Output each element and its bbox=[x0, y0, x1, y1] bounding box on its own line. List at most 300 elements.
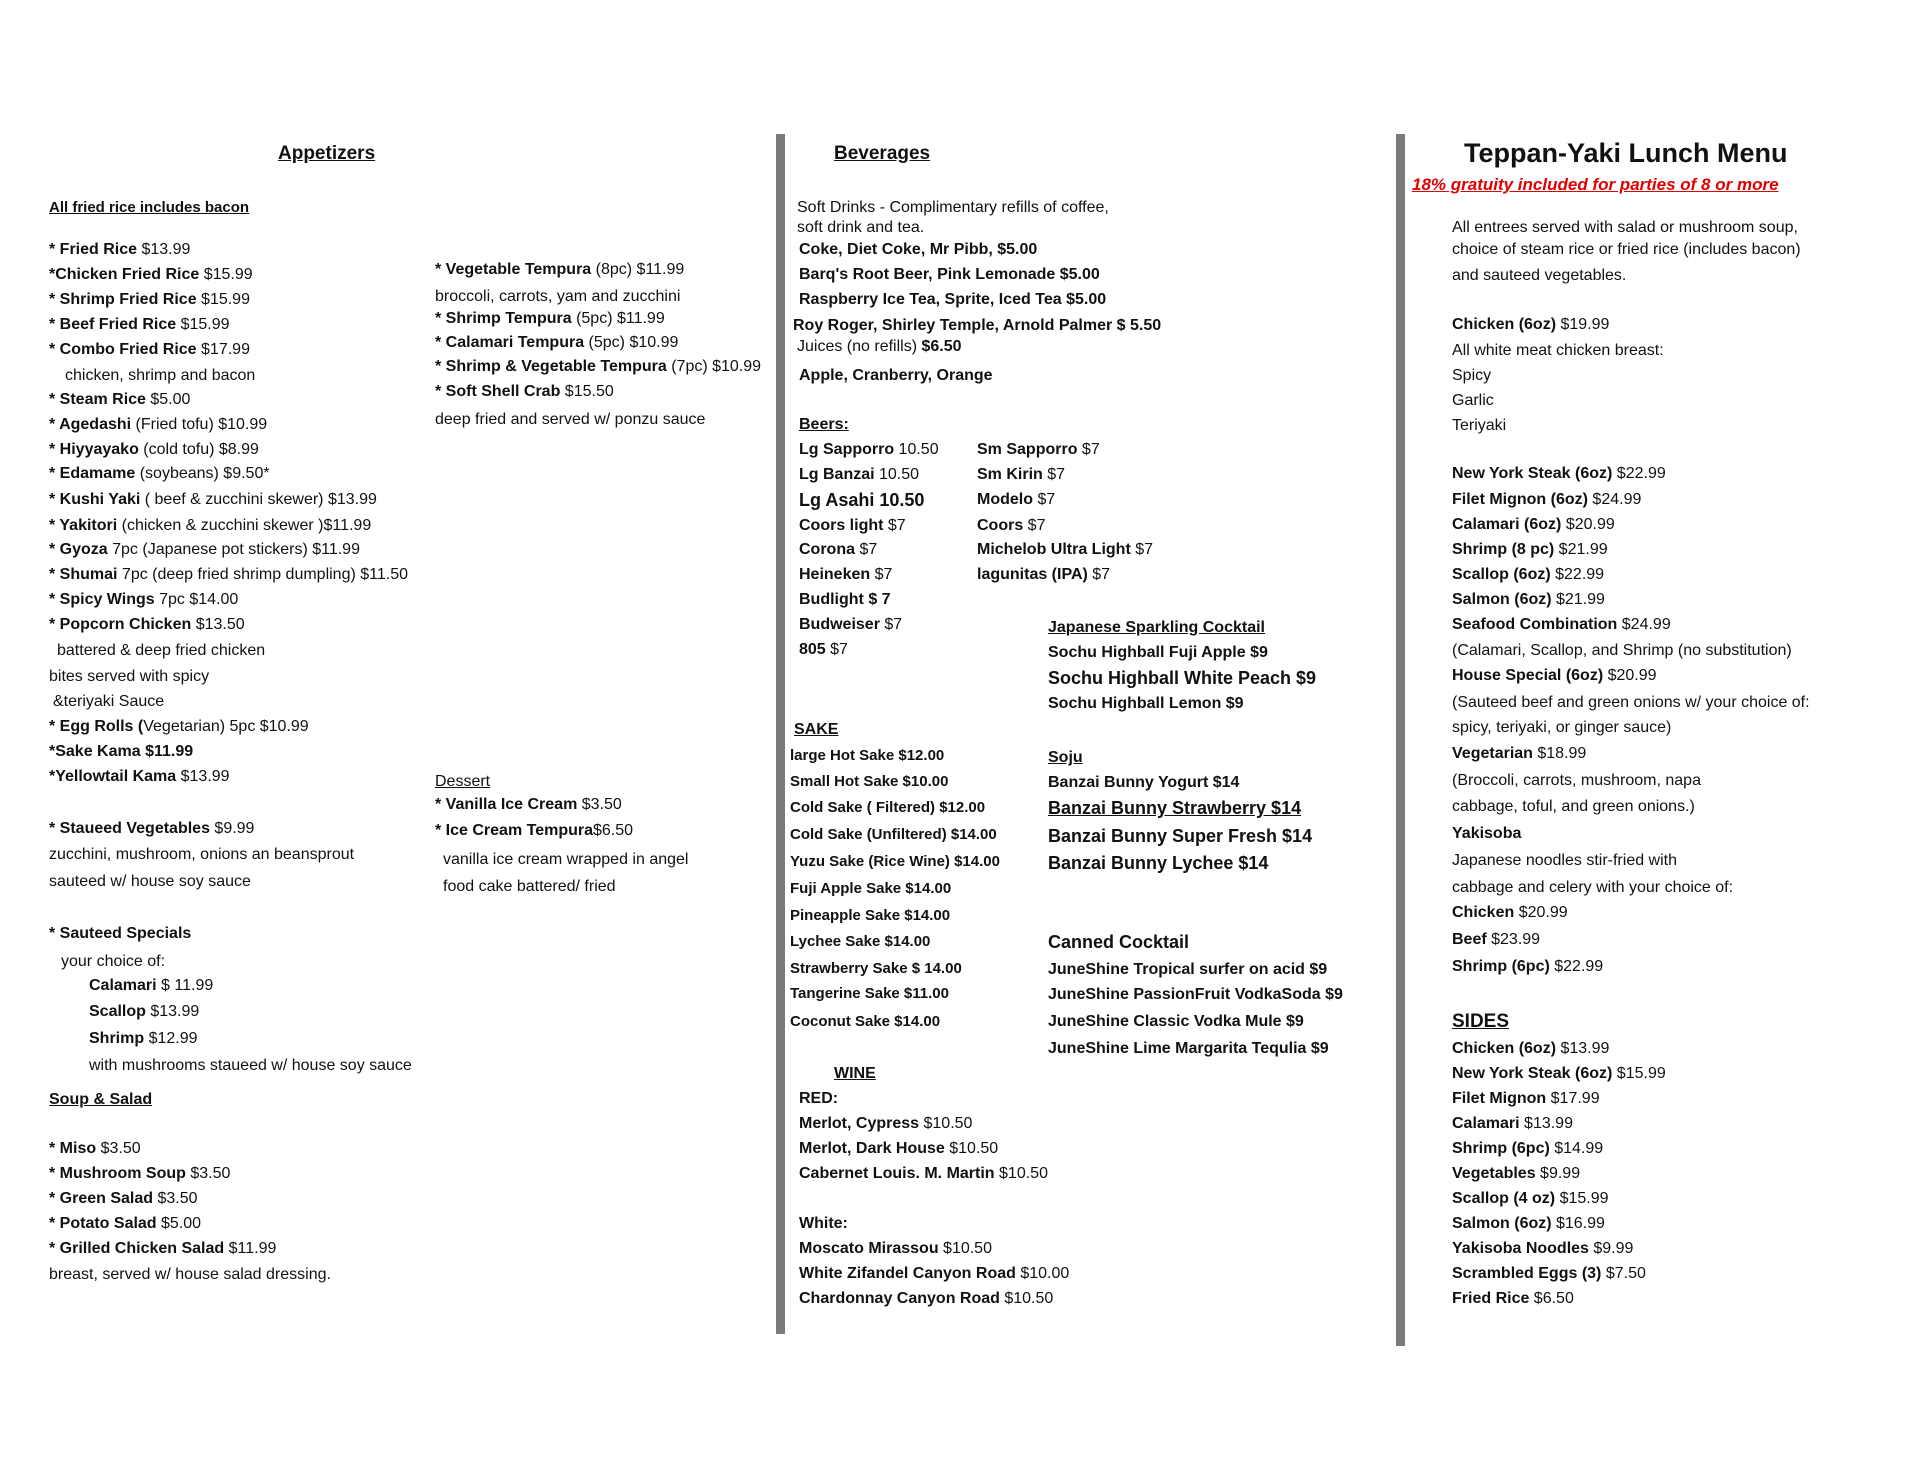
item-name: *Sake Kama $11.99 bbox=[49, 743, 194, 760]
item-detail: $13.99 bbox=[1519, 1115, 1573, 1132]
beer-item bbox=[799, 590, 891, 610]
item-name: Moscato Mirassou bbox=[799, 1240, 939, 1257]
entree-item bbox=[1452, 693, 1810, 713]
item-name: * Fried Rice bbox=[49, 241, 138, 258]
item-name: * Miso bbox=[49, 1140, 97, 1157]
appetizer-item bbox=[49, 742, 193, 762]
item-name: Shrimp (6pc) bbox=[1452, 1140, 1550, 1157]
soup-item bbox=[49, 1139, 141, 1159]
sparkling-item bbox=[1048, 694, 1244, 714]
item-detail: All entrees served with salad or mushroom soup, bbox=[1452, 219, 1798, 236]
item-detail: (Calamari, Scallop, and Shrimp (no substitution) bbox=[1452, 642, 1792, 659]
item-name: Scallop (4 oz) bbox=[1452, 1190, 1556, 1207]
item-name: lagunitas (IPA) bbox=[977, 566, 1088, 583]
entree-item bbox=[1452, 240, 1801, 260]
item-detail: (Broccoli, carrots, mushroom, napa bbox=[1452, 772, 1701, 789]
entree-item bbox=[1452, 540, 1608, 560]
item-name: Filet Mignon bbox=[1452, 1090, 1547, 1107]
side-item bbox=[1452, 1114, 1573, 1134]
item-detail: $17.99 bbox=[1546, 1090, 1600, 1107]
item-detail: $21.99 bbox=[1554, 541, 1608, 558]
side-item bbox=[1452, 1214, 1605, 1234]
item-detail: (Fried tofu) $10.99 bbox=[131, 416, 268, 433]
item-detail: $12.99 bbox=[144, 1030, 198, 1047]
item-detail: chicken, shrimp and bacon bbox=[65, 367, 256, 384]
item-detail: $22.99 bbox=[1612, 465, 1666, 482]
item-detail: $7 bbox=[870, 566, 893, 583]
soju-item bbox=[1048, 853, 1268, 873]
item-detail: $7 bbox=[1023, 517, 1046, 534]
item-name: 805 bbox=[799, 641, 826, 658]
soft-drink-item bbox=[799, 240, 1037, 260]
appetizer-item bbox=[49, 516, 371, 536]
item-detail: $13.99 bbox=[1556, 1040, 1610, 1057]
item-detail: $7 bbox=[1033, 491, 1056, 508]
item-detail: (Sauteed beef and green onions w/ your choice of: bbox=[1452, 694, 1810, 711]
item-detail: broccoli, carrots, yam and zucchini bbox=[435, 288, 681, 305]
item-name: * Beef Fried Rice bbox=[49, 316, 177, 333]
appetizer-item bbox=[49, 240, 190, 260]
appetizer-item bbox=[89, 1002, 199, 1022]
item-text: large Hot Sake $12.00 bbox=[790, 747, 945, 764]
wine-heading: WINE bbox=[834, 1065, 876, 1082]
item-name: * Gyoza bbox=[49, 541, 108, 558]
item-name: Budweiser bbox=[799, 616, 880, 633]
item-detail: zucchini, mushroom, onions an beansprout bbox=[49, 846, 355, 863]
item-detail: Teriyaki bbox=[1452, 417, 1507, 434]
item-text: Cold Sake (Unfiltered) $14.00 bbox=[790, 826, 997, 843]
item-name: Apple, Cranberry, Orange bbox=[799, 367, 993, 384]
item-name: * Edamame bbox=[49, 465, 136, 482]
item-name: Salmon (6oz) bbox=[1452, 591, 1552, 608]
item-detail: Juices (no refills) bbox=[797, 338, 922, 355]
sparkling-heading: Japanese Sparkling Cocktail bbox=[1048, 619, 1265, 636]
item-detail: $17.99 bbox=[196, 341, 250, 358]
item-detail: $13.99 bbox=[176, 768, 230, 785]
item-detail: $14.99 bbox=[1549, 1140, 1604, 1157]
item-detail: $7 bbox=[1077, 441, 1100, 458]
appetizer-item bbox=[49, 590, 238, 610]
item-detail: (8pc) $11.99 bbox=[591, 261, 685, 278]
side-item bbox=[1452, 1139, 1603, 1159]
item-name: * Sauteed Specials bbox=[49, 925, 192, 942]
item-name: Vegetarian bbox=[1452, 745, 1533, 762]
item-detail: $9.99 bbox=[1588, 1240, 1634, 1257]
entree-item bbox=[1452, 416, 1506, 436]
item-detail: $20.99 bbox=[1514, 904, 1568, 921]
soup-item bbox=[49, 1214, 201, 1234]
appetizer-item bbox=[49, 540, 360, 560]
item-detail: ( beef & zucchini skewer) $13.99 bbox=[140, 491, 377, 508]
item-detail: 7pc (deep fried shrimp dumpling) $11.50 bbox=[117, 566, 408, 583]
item-detail: $7 bbox=[855, 541, 878, 558]
item-text: Yuzu Sake (Rice Wine) $14.00 bbox=[790, 853, 1000, 870]
dessert-item bbox=[443, 850, 688, 870]
canned-heading: Canned Cocktail bbox=[1048, 932, 1190, 952]
entree-item bbox=[1452, 666, 1657, 686]
item-detail: (chicken & zucchini skewer )$11.99 bbox=[117, 517, 372, 534]
beer-item bbox=[799, 440, 939, 460]
item-detail: 7pc $14.00 bbox=[154, 591, 239, 608]
item-detail: $16.99 bbox=[1551, 1215, 1605, 1232]
item-name: Coke, Diet Coke, Mr Pibb, $5.00 bbox=[799, 241, 1038, 258]
item-text: Sochu Highball White Peach $9 bbox=[1048, 668, 1317, 688]
entree-item bbox=[1452, 315, 1609, 335]
dessert-heading: Dessert bbox=[435, 773, 491, 790]
entree-item bbox=[1452, 641, 1792, 661]
beer-item bbox=[799, 640, 848, 660]
dessert-item bbox=[443, 877, 616, 897]
item-text: Small Hot Sake $10.00 bbox=[790, 773, 949, 790]
item-text: Sochu Highball Fuji Apple $9 bbox=[1048, 644, 1268, 661]
item-name: New York Steak (6oz) bbox=[1452, 465, 1613, 482]
item-name: * Egg Rolls ( bbox=[49, 718, 144, 735]
item-text: Banzai Bunny Lychee $14 bbox=[1048, 853, 1269, 873]
sake-item bbox=[790, 772, 948, 792]
item-detail: $21.99 bbox=[1551, 591, 1605, 608]
item-name: Scrambled Eggs (3) bbox=[1452, 1265, 1602, 1282]
item-detail: 7pc (Japanese pot stickers) $11.99 bbox=[107, 541, 360, 558]
item-name: Michelob Ultra Light bbox=[977, 541, 1131, 558]
side-item bbox=[1452, 1039, 1609, 1059]
appetizer-item bbox=[65, 366, 255, 386]
item-detail: $13.50 bbox=[191, 616, 245, 633]
item-name: * Shumai bbox=[49, 566, 118, 583]
side-item bbox=[1452, 1089, 1600, 1109]
side-item bbox=[1452, 1064, 1666, 1084]
item-name: Barq's Root Beer, Pink Lemonade $5.00 bbox=[799, 266, 1100, 283]
appetizer-item bbox=[49, 315, 230, 335]
item-name: * Popcorn Chicken bbox=[49, 616, 192, 633]
item-text: Strawberry Sake $ 14.00 bbox=[790, 960, 962, 977]
item-detail: Soft Drinks - Complimentary refills of coffee, bbox=[797, 199, 1109, 216]
appetizer-item bbox=[49, 872, 251, 892]
appetizer-item bbox=[61, 952, 165, 972]
white-wine-item bbox=[799, 1289, 1053, 1309]
soft-drink-item bbox=[797, 198, 1109, 218]
item-detail: $3.50 bbox=[96, 1140, 141, 1157]
item-detail: (5pc) $10.99 bbox=[584, 334, 679, 351]
column-divider-2 bbox=[1396, 134, 1405, 1346]
entree-item bbox=[1452, 464, 1666, 484]
sake-item bbox=[790, 984, 949, 1004]
item-detail: $15.99 bbox=[176, 316, 230, 333]
item-name: Calamari (6oz) bbox=[1452, 516, 1562, 533]
entree-item bbox=[1452, 744, 1586, 764]
sake-item bbox=[790, 879, 951, 899]
item-detail: $13.99 bbox=[145, 1003, 200, 1020]
beer-item bbox=[799, 516, 906, 536]
item-name: Shrimp (8 pc) bbox=[1452, 541, 1555, 558]
entree-item bbox=[1452, 718, 1671, 738]
beer-item bbox=[977, 516, 1045, 536]
item-detail: breast, served w/ house salad dressing. bbox=[49, 1266, 331, 1283]
item-name: New York Steak (6oz) bbox=[1452, 1065, 1613, 1082]
item-detail: $10.50 bbox=[919, 1115, 973, 1132]
item-detail: choice of steam rice or fried rice (includes bacon) bbox=[1452, 241, 1801, 258]
item-detail: $10.50 bbox=[999, 1290, 1054, 1307]
appetizer-item bbox=[49, 490, 377, 510]
item-name: *Chicken Fried Rice bbox=[49, 266, 200, 283]
item-detail: 10.50 bbox=[894, 441, 939, 458]
entree-item bbox=[1452, 391, 1494, 411]
item-name: * Staueed Vegetables bbox=[49, 820, 210, 837]
white-wine-item bbox=[799, 1239, 992, 1259]
red-wine-item bbox=[799, 1114, 972, 1134]
item-name: Sm Sapporro bbox=[977, 441, 1078, 458]
soju-item bbox=[1048, 798, 1301, 818]
item-name: Sm Kirin bbox=[977, 466, 1043, 483]
item-name: * Steam Rice bbox=[49, 391, 146, 408]
item-detail: $7 bbox=[1087, 566, 1111, 583]
appetizer-item bbox=[49, 767, 230, 787]
sake-item bbox=[790, 932, 930, 952]
item-detail: food cake battered/ fried bbox=[443, 878, 616, 895]
beer-item bbox=[977, 490, 1055, 510]
item-detail: $7 bbox=[1130, 541, 1154, 558]
item-name: Chardonnay Canyon Road bbox=[799, 1290, 1000, 1307]
tempura-item bbox=[435, 382, 614, 402]
item-detail: $10.50 bbox=[994, 1165, 1048, 1182]
sake-item bbox=[790, 906, 950, 926]
sides-heading: SIDES bbox=[1452, 1011, 1510, 1032]
tempura-item bbox=[435, 410, 705, 430]
item-text: Banzai Bunny Super Fresh $14 bbox=[1048, 826, 1313, 846]
item-name: Coors bbox=[977, 517, 1024, 534]
tempura-item bbox=[435, 333, 678, 353]
soft-drink-item bbox=[793, 316, 1161, 336]
item-detail: $7 bbox=[879, 616, 903, 633]
item-name: * Vegetable Tempura bbox=[435, 261, 592, 278]
item-text: Banzai Bunny Strawberry $14 bbox=[1048, 798, 1302, 818]
item-detail: &teriyaki Sauce bbox=[53, 693, 165, 710]
item-detail: $9.99 bbox=[209, 820, 255, 837]
item-name: * Agedashi bbox=[49, 416, 132, 433]
item-name: Chicken (6oz) bbox=[1452, 1040, 1557, 1057]
item-detail: $22.99 bbox=[1550, 566, 1605, 583]
item-name: Calamari bbox=[1452, 1115, 1520, 1132]
sake-heading: SAKE bbox=[794, 721, 839, 738]
item-detail: bites served with spicy bbox=[49, 668, 210, 685]
beer-item bbox=[799, 490, 924, 510]
item-detail: $20.99 bbox=[1561, 516, 1615, 533]
appetizer-item bbox=[49, 440, 259, 460]
appetizer-item bbox=[49, 667, 209, 687]
item-detail: $24.99 bbox=[1617, 616, 1671, 633]
appetizer-item bbox=[49, 717, 309, 737]
beers-heading: Beers: bbox=[799, 416, 849, 433]
white-wine-item bbox=[799, 1264, 1069, 1284]
side-item bbox=[1452, 1239, 1633, 1259]
item-detail: $7.50 bbox=[1601, 1265, 1646, 1282]
soup-salad-heading: Soup & Salad bbox=[49, 1091, 153, 1108]
appetizer-item bbox=[89, 976, 213, 996]
entree-item bbox=[1452, 490, 1641, 510]
item-name: Filet Mignon (6oz) bbox=[1452, 491, 1588, 508]
item-name: Coors light bbox=[799, 517, 884, 534]
item-price: $6.50 bbox=[921, 338, 962, 355]
item-name: Cabernet Louis. M. Martin bbox=[799, 1165, 995, 1182]
canned-cocktail-item bbox=[1048, 1039, 1329, 1059]
beer-item bbox=[799, 565, 892, 585]
entree-item bbox=[1452, 590, 1605, 610]
entree-item bbox=[1452, 218, 1798, 238]
soup-item bbox=[49, 1164, 230, 1184]
entree-item bbox=[1452, 930, 1540, 950]
item-text: JuneShine Classic Vodka Mule $9 bbox=[1048, 1013, 1304, 1030]
item-detail: $15.50 bbox=[560, 383, 614, 400]
side-item bbox=[1452, 1289, 1574, 1309]
appetizer-item bbox=[49, 924, 191, 944]
item-detail: $10.00 bbox=[1015, 1265, 1070, 1282]
appetizers-heading: Appetizers bbox=[278, 143, 376, 164]
beer-item bbox=[977, 540, 1153, 560]
item-detail: vanilla ice cream wrapped in angel bbox=[443, 851, 689, 868]
item-text: Sochu Highball Lemon $9 bbox=[1048, 695, 1244, 712]
item-name: Yakisoba Noodles bbox=[1452, 1240, 1589, 1257]
item-text: Fuji Apple Sake $14.00 bbox=[790, 880, 952, 897]
item-text: JuneShine Tropical surfer on acid $9 bbox=[1048, 961, 1328, 978]
entree-item bbox=[1452, 797, 1695, 817]
appetizer-item bbox=[49, 565, 408, 585]
item-name: Merlot, Dark House bbox=[799, 1140, 945, 1157]
appetizer-item bbox=[49, 390, 190, 410]
soju-item bbox=[1048, 773, 1239, 793]
side-item bbox=[1452, 1264, 1646, 1284]
item-name: * Hiyyayako bbox=[49, 441, 139, 458]
entree-item bbox=[1452, 851, 1677, 871]
item-detail: $7 bbox=[1042, 466, 1066, 483]
item-detail: $20.99 bbox=[1603, 667, 1657, 684]
item-name: Calamari bbox=[89, 977, 157, 994]
item-detail: $15.99 bbox=[1612, 1065, 1666, 1082]
entree-item bbox=[1452, 266, 1626, 286]
soft-drink-item bbox=[799, 366, 993, 386]
appetizer-item bbox=[49, 464, 270, 484]
canned-cocktail-item bbox=[1048, 960, 1327, 980]
item-detail: $6.50 bbox=[593, 822, 634, 839]
item-detail: $15.99 bbox=[196, 291, 250, 308]
item-detail: Japanese noodles stir-fried with bbox=[1452, 852, 1678, 869]
item-detail: Vegetarian) 5pc $10.99 bbox=[143, 718, 309, 735]
sake-item bbox=[790, 746, 944, 766]
white-wine-heading: White: bbox=[799, 1215, 848, 1232]
entree-item bbox=[1452, 366, 1491, 386]
soft-drink-item bbox=[797, 337, 962, 357]
item-name: * Shrimp Tempura bbox=[435, 310, 572, 327]
item-detail: $18.99 bbox=[1532, 745, 1587, 762]
appetizer-item bbox=[49, 265, 253, 285]
item-name: * Shrimp & Vegetable Tempura bbox=[435, 358, 667, 375]
item-detail: Spicy bbox=[1452, 367, 1492, 384]
item-detail: $15.99 bbox=[1555, 1190, 1609, 1207]
item-detail: $3.50 bbox=[185, 1165, 231, 1182]
tempura-item bbox=[435, 260, 684, 280]
item-name: Shrimp bbox=[89, 1030, 145, 1047]
entree-item bbox=[1452, 341, 1664, 361]
item-text: Tangerine Sake $11.00 bbox=[790, 985, 949, 1002]
item-detail: with mushrooms staueed w/ house soy sauce bbox=[89, 1057, 412, 1074]
item-detail: $10.50 bbox=[938, 1240, 992, 1257]
item-name: * Kushi Yaki bbox=[49, 491, 141, 508]
beer-item bbox=[977, 440, 1100, 460]
soup-item bbox=[49, 1239, 276, 1259]
beer-item bbox=[977, 465, 1065, 485]
item-name: Vegetables bbox=[1452, 1165, 1536, 1182]
tempura-item bbox=[435, 357, 761, 377]
entree-item bbox=[1452, 957, 1603, 977]
item-name: Budlight $ 7 bbox=[799, 591, 891, 608]
item-detail: $22.99 bbox=[1549, 958, 1604, 975]
item-detail: sauteed w/ house soy sauce bbox=[49, 873, 251, 890]
item-detail: $19.99 bbox=[1556, 316, 1610, 333]
item-detail: $11.99 bbox=[224, 1240, 277, 1257]
appetizer-item bbox=[49, 819, 254, 839]
item-name: * Grilled Chicken Salad bbox=[49, 1240, 225, 1257]
beer-item bbox=[799, 465, 919, 485]
appetizer-item bbox=[49, 340, 250, 360]
tempura-item bbox=[435, 309, 665, 329]
item-text: Coconut Sake $14.00 bbox=[790, 1013, 941, 1030]
item-detail: your choice of: bbox=[61, 953, 166, 970]
item-name: White Zifandel Canyon Road bbox=[799, 1265, 1016, 1282]
sake-item bbox=[790, 959, 962, 979]
appetizer-item bbox=[49, 615, 245, 635]
item-detail: Garlic bbox=[1452, 392, 1494, 409]
entree-item bbox=[1452, 771, 1701, 791]
beer-item bbox=[977, 565, 1110, 585]
beverages-heading: Beverages bbox=[834, 143, 931, 164]
tempura-item bbox=[435, 287, 680, 307]
appetizer-item bbox=[57, 641, 265, 661]
item-name: * Green Salad bbox=[49, 1190, 154, 1207]
item-detail: deep fried and served w/ ponzu sauce bbox=[435, 411, 706, 428]
sparkling-item bbox=[1048, 643, 1268, 663]
item-name: * Vanilla Ice Cream bbox=[435, 796, 578, 813]
item-detail: (soybeans) $9.50* bbox=[135, 465, 270, 482]
item-detail: (7pc) $10.99 bbox=[666, 358, 762, 375]
canned-cocktail-item bbox=[1048, 985, 1343, 1005]
item-name: * Combo Fried Rice bbox=[49, 341, 197, 358]
item-name: Seafood Combination bbox=[1452, 616, 1618, 633]
item-name: Scallop (6oz) bbox=[1452, 566, 1551, 583]
appetizer-item bbox=[89, 1029, 198, 1049]
item-text: JuneShine Lime Margarita Tequlia $9 bbox=[1048, 1040, 1329, 1057]
sake-item bbox=[790, 852, 1000, 872]
item-name: * Spicy Wings bbox=[49, 591, 155, 608]
item-name: *Yellowtail Kama bbox=[49, 768, 177, 785]
canned-cocktail-item bbox=[1048, 1012, 1304, 1032]
item-text: JuneShine PassionFruit VodkaSoda $9 bbox=[1048, 986, 1343, 1003]
item-detail: (5pc) $11.99 bbox=[571, 310, 665, 327]
entree-item bbox=[1452, 878, 1733, 898]
sparkling-item bbox=[1048, 668, 1316, 688]
dessert-item bbox=[435, 821, 633, 841]
item-detail: cabbage, toful, and green onions.) bbox=[1452, 798, 1695, 815]
sake-item bbox=[790, 1012, 940, 1032]
item-name: Roy Roger, Shirley Temple, Arnold Palmer $ 5.50 bbox=[793, 317, 1162, 334]
item-name: * Potato Salad bbox=[49, 1215, 157, 1232]
item-detail: $6.50 bbox=[1529, 1290, 1574, 1307]
item-name: Chicken bbox=[1452, 904, 1515, 921]
soft-drink-item bbox=[797, 218, 924, 238]
item-detail: $23.99 bbox=[1486, 931, 1541, 948]
item-name: Lg Banzai bbox=[799, 466, 875, 483]
item-detail: $ 11.99 bbox=[156, 977, 214, 994]
appetizer-item bbox=[49, 415, 267, 435]
soft-drink-item bbox=[799, 265, 1100, 285]
appetizer-item bbox=[53, 692, 164, 712]
